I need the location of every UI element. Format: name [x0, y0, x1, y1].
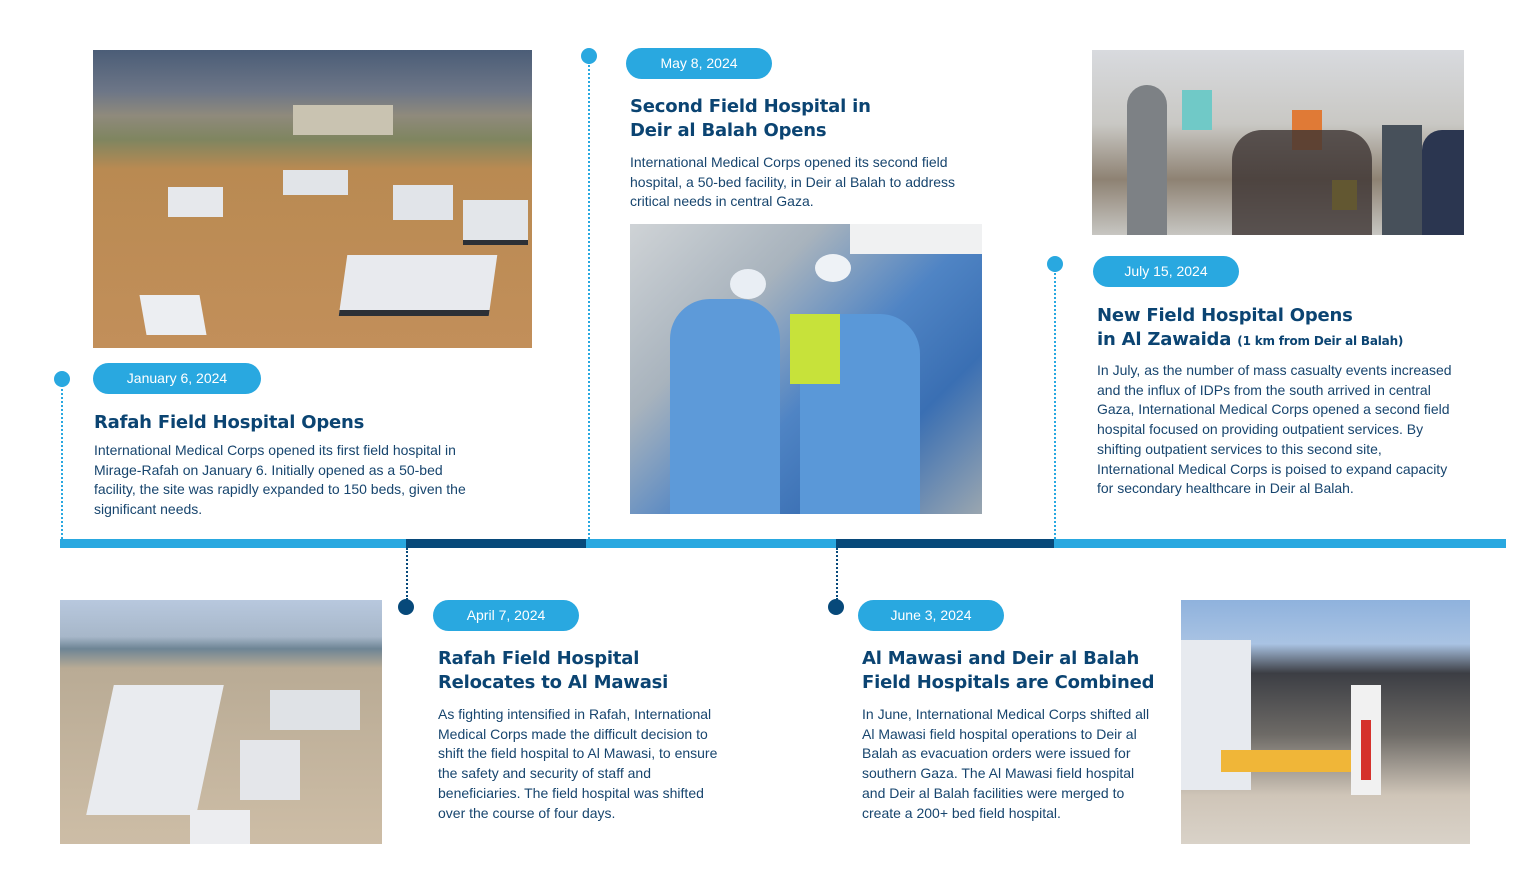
timeline-node-apr — [398, 599, 414, 615]
connector-may — [588, 62, 590, 539]
event-title-jul-note: (1 km from Deir al Balah) — [1237, 334, 1404, 348]
timeline-segment-jan — [60, 539, 406, 548]
date-badge-jun: June 3, 2024 — [858, 600, 1004, 631]
event-title-jul-line2: in Al Zawaida — [1097, 329, 1232, 350]
connector-jan — [61, 385, 63, 539]
event-title-jun-line1: Al Mawasi and Deir al Balah — [862, 648, 1140, 669]
event-title-jul — [1097, 304, 1403, 353]
event-body-jun: In June, International Medical Corps shifted all Al Mawasi field hospital operations to Deir al Balah as evacuation orders were issued for southern Gaza. The Al Mawasi field hospital and Deir al Balah facilities were merged to create a 200+ bed field hospital. — [862, 706, 1150, 821]
event-title-jul-line1: New Field Hospital Opens — [1097, 305, 1353, 326]
event-title-apr-line2: Relocates to Al Mawasi — [438, 672, 669, 693]
photo-stretcher — [1181, 600, 1470, 844]
event-title-apr-line1: Rafah Field Hospital — [438, 648, 640, 669]
event-body-apr: As fighting intensified in Rafah, International Medical Corps made the difficult decision to shift the field hospital to Al Mawasi, to ensure the safety and security of staff and beneficiaries. The field hospital was shifted over the course of four days. — [438, 706, 718, 821]
date-badge-jan: January 6, 2024 — [93, 363, 261, 394]
event-title-may — [630, 95, 871, 143]
date-badge-apr: April 7, 2024 — [433, 600, 579, 631]
photo-al-mawasi — [60, 600, 382, 844]
photo-rafah-aerial — [93, 50, 532, 348]
connector-jun — [836, 548, 838, 600]
event-body-jan: International Medical Corps opened its first field hospital in Mirage-Rafah on January 6. Initially opened as a 50-bed facility, the site was rapidly expanded to 150 beds, given the significant needs. — [94, 442, 466, 518]
event-title-apr — [438, 647, 668, 695]
date-badge-may: May 8, 2024 — [626, 48, 772, 79]
event-body-may: International Medical Corps opened its second field hospital, a 50-bed facility, in Deir al Balah to address critical needs in central Gaza. — [630, 154, 956, 210]
photo-outpatient — [1092, 50, 1464, 235]
timeline-segment-may — [586, 539, 836, 548]
event-body-jul: In July, as the number of mass casualty events increased and the influx of IDPs from the south arrived in central Gaza, International Medical Corps opened a second field hospital focused on providing outpatient services. By shifting outpatient services to this second site, International Medical Corps is poised to expand capacity for secondary healthcare in Deir al Balah. — [1097, 362, 1452, 497]
timeline-segment-jul — [1054, 539, 1506, 548]
event-title-jan: Rafah Field Hospital Opens — [94, 412, 365, 433]
event-title-may-line2: Deir al Balah Opens — [630, 120, 827, 141]
timeline-segment-apr — [406, 539, 586, 548]
photo-surgery — [630, 224, 982, 514]
event-title-may-line1: Second Field Hospital in — [630, 96, 871, 117]
connector-jul — [1054, 270, 1056, 539]
timeline-segment-jun — [836, 539, 1054, 548]
date-badge-jul: July 15, 2024 — [1093, 256, 1239, 287]
event-title-jun-line2: Field Hospitals are Combined — [862, 672, 1155, 693]
connector-apr — [406, 548, 408, 600]
timeline-node-jun — [828, 599, 844, 615]
event-title-jun — [862, 647, 1154, 695]
